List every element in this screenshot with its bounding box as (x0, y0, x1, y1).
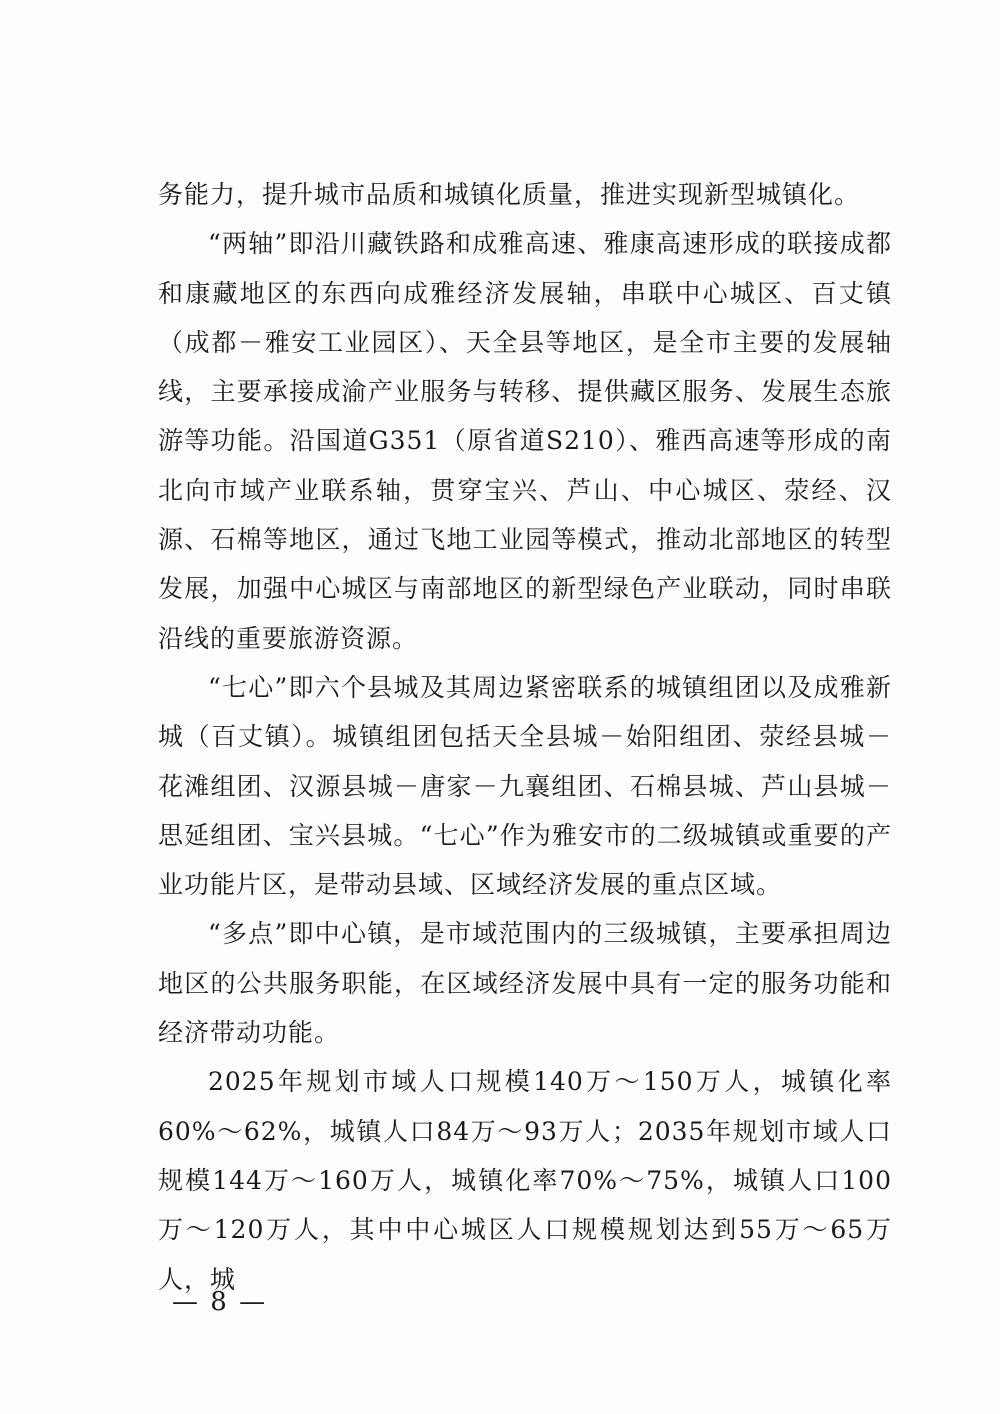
page-number: — 8 — (172, 1287, 268, 1317)
paragraph-seven-centers: “七心”即六个县城及其周边紧密联系的城镇组团以及成雅新城（百丈镇）。城镇组团包括天全县城－始阳组团、荥经县城－花滩组团、汉源县城－唐家－九襄组团、石棉县城、芦山县城－思延组团、宝兴县城。“七心”作为雅安市的二级城镇或重要的产业功能片区，是带动县域、区域经济发展的重点区域。 (158, 672, 892, 900)
paragraph-continuation: 务能力，提升城市品质和城镇化质量，推进实现新型城镇化。 (158, 180, 861, 209)
paragraph-multiple-points: “多点”即中心镇，是市域范围内的三级城镇，主要承担周边地区的公共服务职能，在区域经济发展中具有一定的服务功能和经济带动功能。 (158, 919, 892, 1048)
paragraph-two-axes: “两轴”即沿川藏铁路和成雅高速、雅康高速形成的联接成都和康藏地区的东西向成雅经济发展轴，串联中心城区、百丈镇（成都－雅安工业园区）、天全县等地区，是全市主要的发展轴线，主要承接成渝产业服务与转移、提供藏区服务、发展生态旅游等功能。沿国道G351（原省道S210）、雅西高速等形成的南北向市域产业联系轴，贯穿宝兴、芦山、中心城区、荥经、汉源、石棉等地区，通过飞地工业园等模式，推动北部地区的转型发展，加强中心城区与南部地区的新型绿色产业联动，同时串联沿线的重要旅游资源。 (158, 229, 892, 653)
paragraph-population: 2025年规划市域人口规模140万～150万人，城镇化率60%～62%，城镇人口84万～93万人；2035年规划市域人口规模144万～160万人，城镇化率70%～75%，城镇人口100万～120万人，其中中心城区人口规模规划达到55万～65万人，城 (158, 1067, 892, 1294)
body-text (158, 170, 892, 1304)
